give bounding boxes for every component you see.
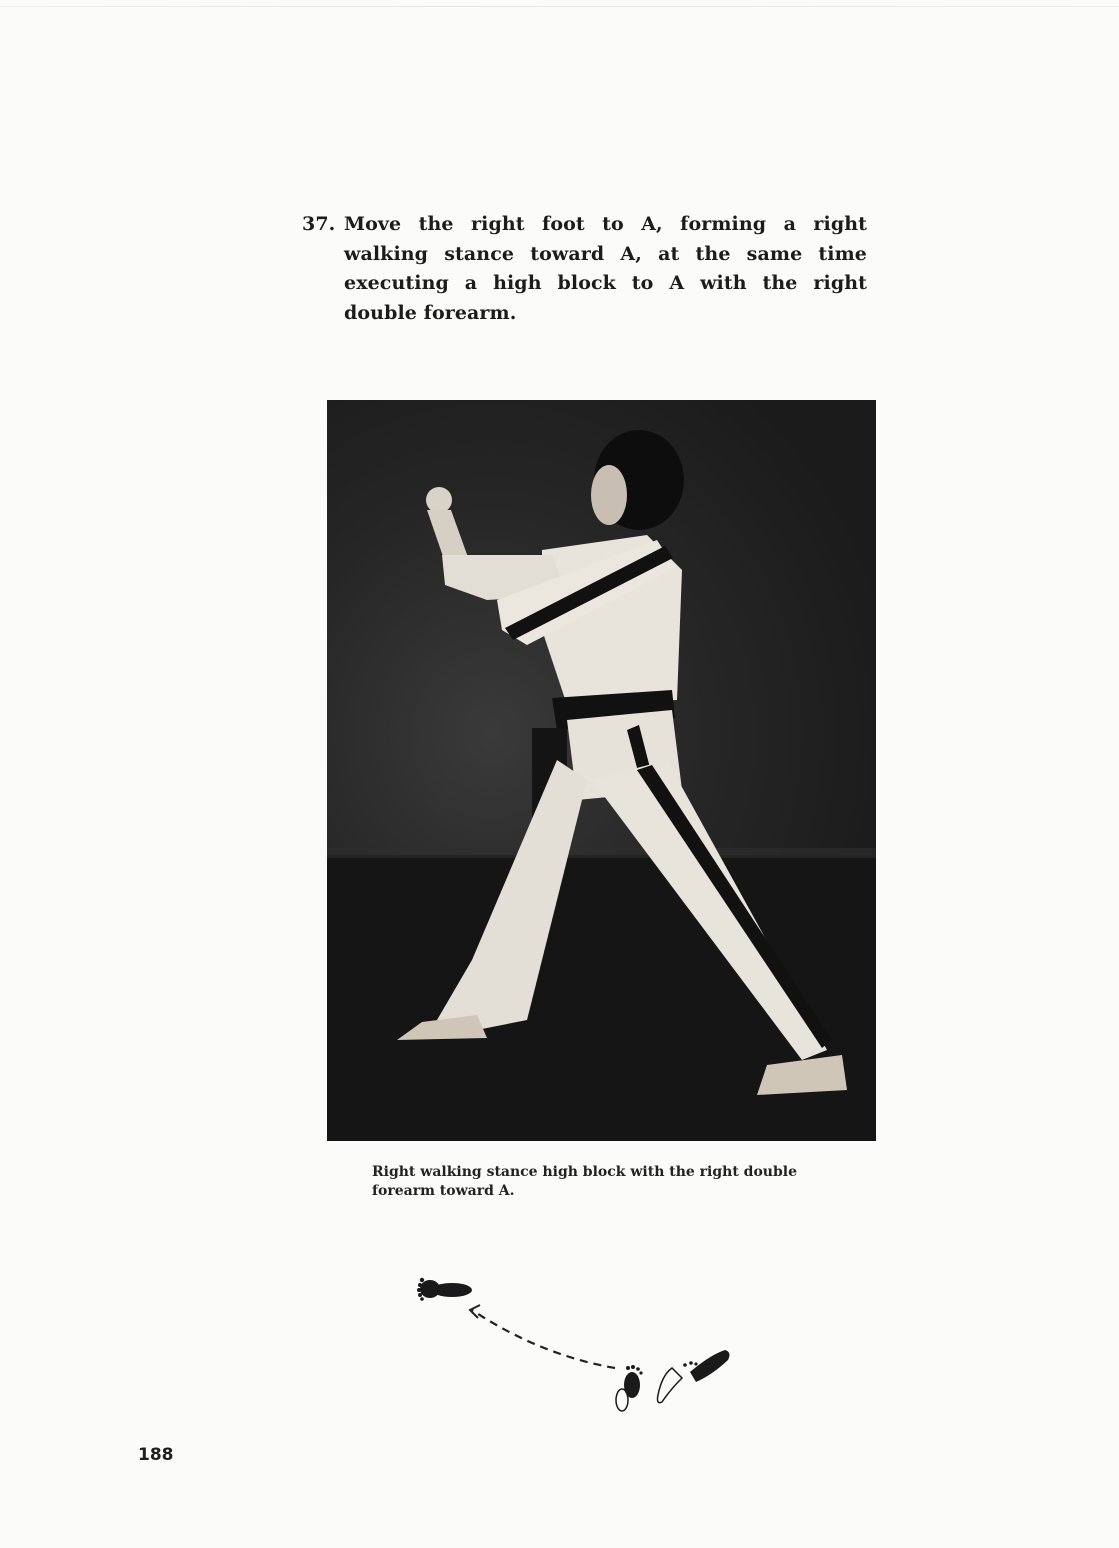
figure-caption: Right walking stance high block with the right double forearm toward A. <box>372 1164 797 1199</box>
pivot-footprint-icon <box>658 1350 730 1403</box>
instruction-step <box>302 210 867 328</box>
martial-artist-illustration <box>327 400 876 1141</box>
start-footprint-icon <box>616 1365 643 1411</box>
step-text: Move the right foot to A, forming a right walking stance toward A, at the same time executing a high block to A with the right double forearm. <box>344 213 867 324</box>
movement-arrow-icon <box>470 1305 615 1368</box>
page-number: 188 <box>138 1445 174 1465</box>
footwork-diagram <box>400 1260 750 1420</box>
destination-footprint-icon <box>417 1278 472 1301</box>
step-number: 37. <box>302 213 336 235</box>
page-top-edge <box>0 6 1119 7</box>
figure-photo <box>327 400 876 1141</box>
